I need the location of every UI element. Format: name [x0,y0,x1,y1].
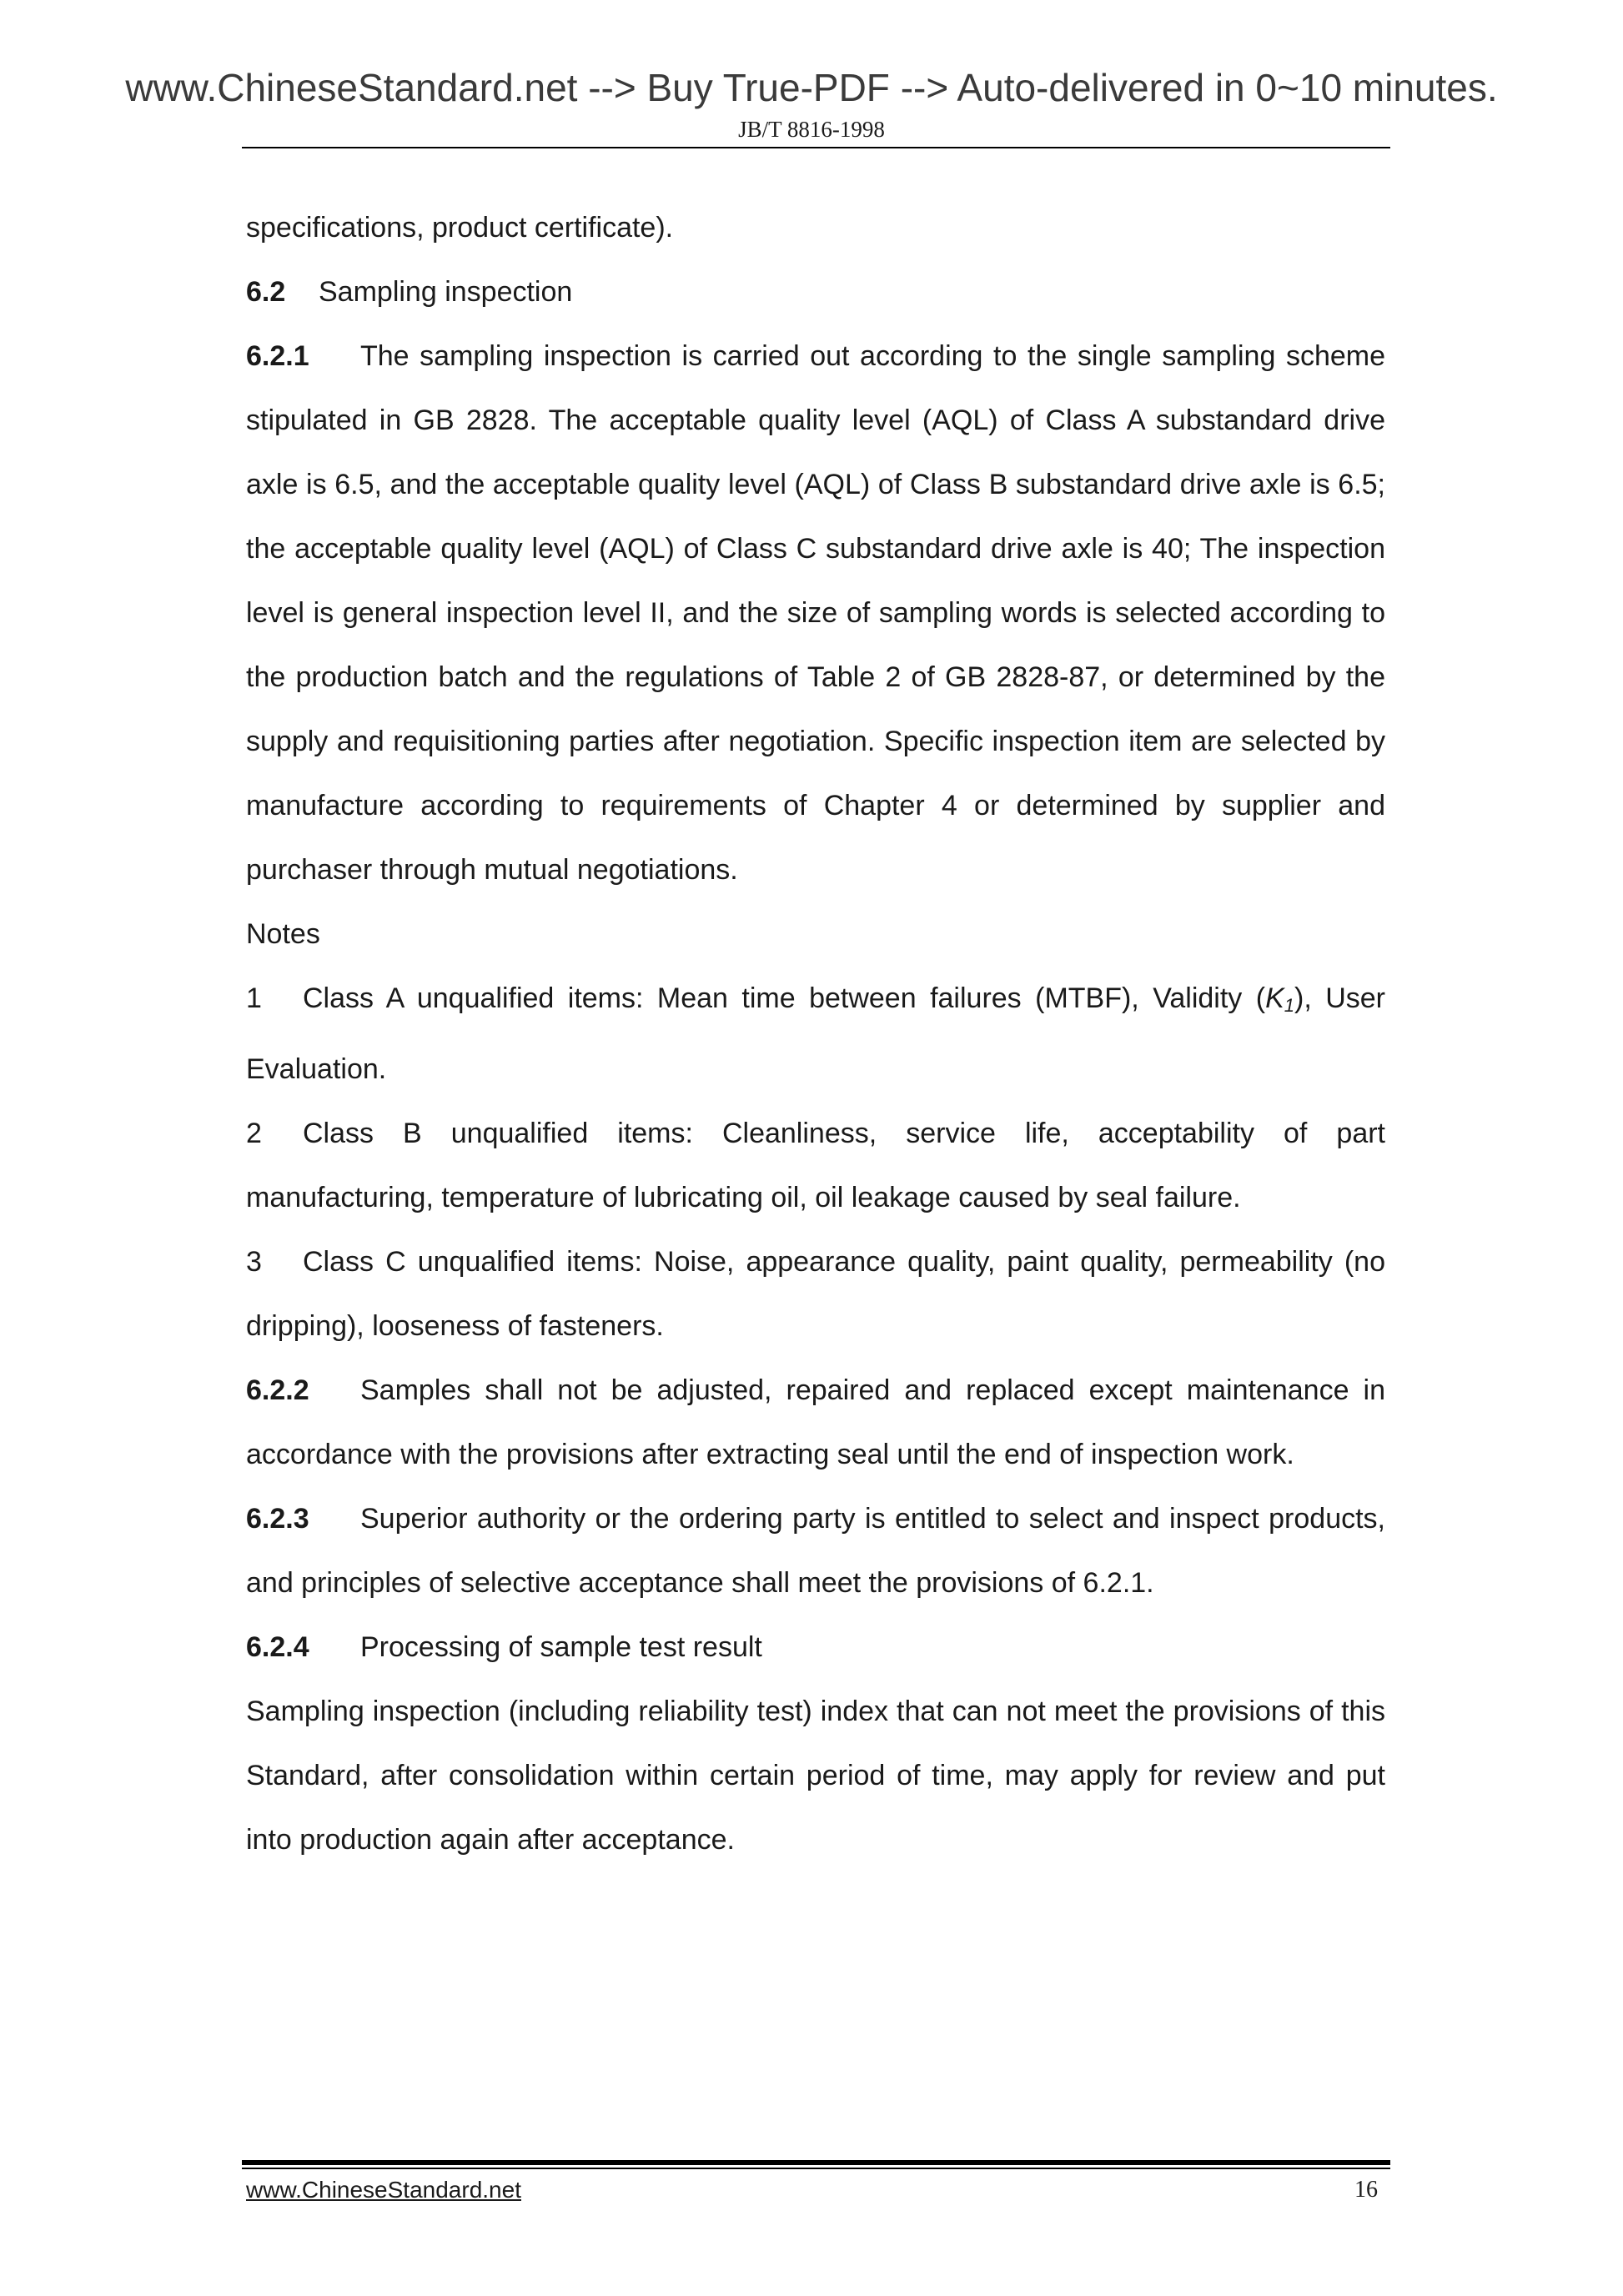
document-body [246,196,1385,1872]
notes-label: Notes [246,918,320,950]
section-number: 6.2 [246,276,286,308]
section-text: Samples shall not be adjusted, repaired and replaced except maintenance in accordance with the provisions after extracting seal until the end of inspection work. [246,1374,1385,1470]
section-6-2-4-heading [246,1615,1385,1680]
header-divider [242,147,1390,148]
section-number: 6.2.2 [246,1374,309,1406]
section-text: Superior authority or the ordering party is entitled to select and inspect products, and principles of selective acceptance shall meet the provisions of 6.2.1. [246,1503,1385,1599]
page-number: 16 [1354,2177,1378,2203]
note-3 [246,1230,1385,1359]
note-number: 1 [246,982,262,1014]
section-title: Sampling inspection [319,276,573,308]
footer-divider-thick [242,2160,1390,2165]
section-6-2-3 [246,1487,1385,1615]
section-number: 6.2.4 [246,1631,309,1663]
section-6-2-2 [246,1359,1385,1487]
paragraph-intro: specifications, product certificate). [246,212,674,244]
section-title: Processing of sample test result [360,1631,762,1663]
note-text: Class C unqualified items: Noise, appearance quality, paint quality, permeability (no dripping), looseness of fasteners. [246,1246,1385,1342]
section-number: 6.2.1 [246,340,309,372]
note-2 [246,1102,1385,1230]
k-symbol: K [1265,982,1284,1014]
note-number: 3 [246,1246,262,1278]
footer-website-link[interactable]: www.ChineseStandard.net [246,2177,521,2203]
note-number: 2 [246,1118,262,1149]
section-6-2-1 [246,324,1385,902]
section-6-2-heading [246,260,1385,324]
paragraph-final: Sampling inspection (including reliability test) index that can not meet the provisions of this Standard, after consolidation within certain period of time, may apply for review and put into production again after acceptance. [246,1696,1385,1856]
header-banner: www.ChineseStandard.net --> Buy True-PDF --> Auto-delivered in 0~10 minutes. [125,66,1498,109]
document-id: JB/T 8816-1998 [738,117,885,142]
section-text: The sampling inspection is carried out according to the single sampling scheme stipulated in GB 2828. The acceptable quality level (AQL) of Class A substandard drive axle is 6.5, and the acceptable quality level (AQL) of Class B substandard drive axle is 6.5; the acceptable quality level (AQL) of Class C substandard drive axle is 40; The inspection level is general inspection level II, and the size of sampling words is selected according to the production batch and the regulations of Table 2 of GB 2828-87, or determined by the supply and requisitioning parties after negotiation. Specific inspection item are selected by manufacture according to requirements of Chapter 4 or determined by supplier and purchaser through mutual negotiations. [246,340,1385,886]
section-number: 6.2.3 [246,1503,309,1535]
note-1 [246,967,1385,1102]
k-subscript: 1 [1284,995,1294,1016]
note-text: Class A unqualified items: Mean time between failures (MTBF), Validity ( [303,982,1266,1014]
footer-divider-thin [242,2168,1390,2169]
note-text: Class B unqualified items: Cleanliness, service life, acceptability of part manufacturing, temperature of lubricating oil, oil leakage caused by seal failure. [246,1118,1385,1213]
note-text-end: ), User Evaluation. [246,982,1386,1085]
